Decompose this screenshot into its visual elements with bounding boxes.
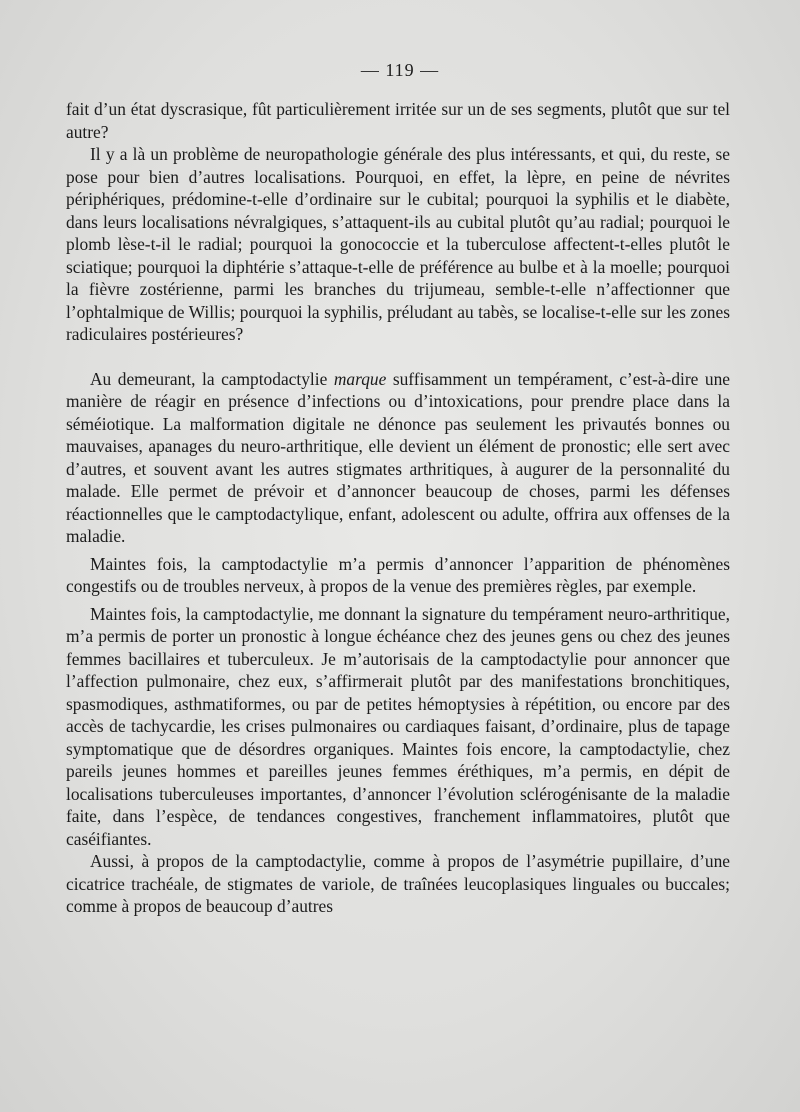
emphasis-marque: marque: [333, 368, 387, 389]
body-text: [66, 98, 730, 918]
paragraph-4: Maintes fois, la camptodactylie m’a permis d’annoncer l’apparition de phénomènes congestifs ou de troubles nerveux, à propos de la venue des premières règles, par exemple.: [66, 553, 730, 596]
page-number: — 119 —: [360, 60, 440, 80]
paragraph-3-rest: suffisamment un tempérament, c’est-à-dire une manière de réagir en présence d’infections ou d’intoxications, pour prendre place dans la séméiotique. La malformation digitale ne dénonce pas seulement les privautés bonnes ou mauvaises, apanages du neuro-arthritique, elle devient un élément de pronostic; elle sert avec d’autres, et souvent avant les autres stigmates arthritiques, à augurer de la personnalité du malade. Elle permet de prévoir et d’annoncer beaucoup de choses, parmi les défenses réactionnelles que le camptodactylique, enfant, adolescent ou adulte, offrira aux offenses de la maladie.: [66, 368, 730, 546]
paragraph-5: Maintes fois, la camptodactylie, me donnant la signature du tempérament neuro-arthritique, m’a permis de porter un pronostic à longue échéance chez des jeunes gens ou chez des jeunes femmes bacillaires et tuberculeux. Je m’autorisais de la camptodactylie pour annoncer que l’affection pulmonaire, chez eux, s’affirmerait plutôt par des manifestations bronchitiques, spasmodiques, asthmatiformes, ou par de petites hémoptysies à répétition, ou encore par des accès de tachycardie, les crises pulmonaires ou cardiaques faisant, d’ordinaire, plus de tapage symptomatique que de désordres organiques. Maintes fois encore, la camptodactylie, chez pareils jeunes hommes et pareilles jeunes femmes éréthiques, m’a permis, en dépit de localisations tuberculeuses importantes, d’annoncer l’évolution sclérogénisante de la maladie faite, dans l’espèce, de tendances congestives, franchement inflammatoires, plutôt que caséifiantes.: [66, 603, 730, 849]
paragraph-6: Aussi, à propos de la camptodactylie, comme à propos de l’asymétrie pupillaire, d’une cicatrice trachéale, de stigmates de variole, de traînées leucoplasiques linguales ou buccales; comme à propos de beaucoup d’autres: [66, 851, 730, 916]
paragraph-3: [66, 368, 730, 548]
paragraph-3-start: Au demeurant, la camptodactylie: [90, 368, 334, 389]
paragraph-2: Il y a là un problème de neuropathologie générale des plus intéressants, et qui, du reste, se pose pour bien d’autres localisations. Pourquoi, en effet, la lèpre, en peine de névrites périphériques, prédomine-t-elle d’ordinaire sur le cubital; pourquoi la syphilis et le diabète, dans leurs localisations névralgiques, s’attaquent-ils au cubital plutôt qu’au radial; pourquoi le plomb lèse-t-il le radial; pourquoi la gonococcie et la tuberculose affectent-t-elles plutôt le sciatique; pourquoi la diphtérie s’attaque-t-elle de préférence au bulbe et à la moelle; pourquoi la fièvre zostérienne, parmi les branches du trijumeau, semble-t-elle n’affectionner que l’ophtalmique de Willis; pourquoi la syphilis, préludant au tabès, se localise-t-elle sur les zones radiculaires postérieures?: [66, 144, 730, 344]
paragraph-1: fait d’un état dyscrasique, fût particulièrement irritée sur un de ses segments, plutôt que sur tel autre?: [66, 99, 730, 142]
